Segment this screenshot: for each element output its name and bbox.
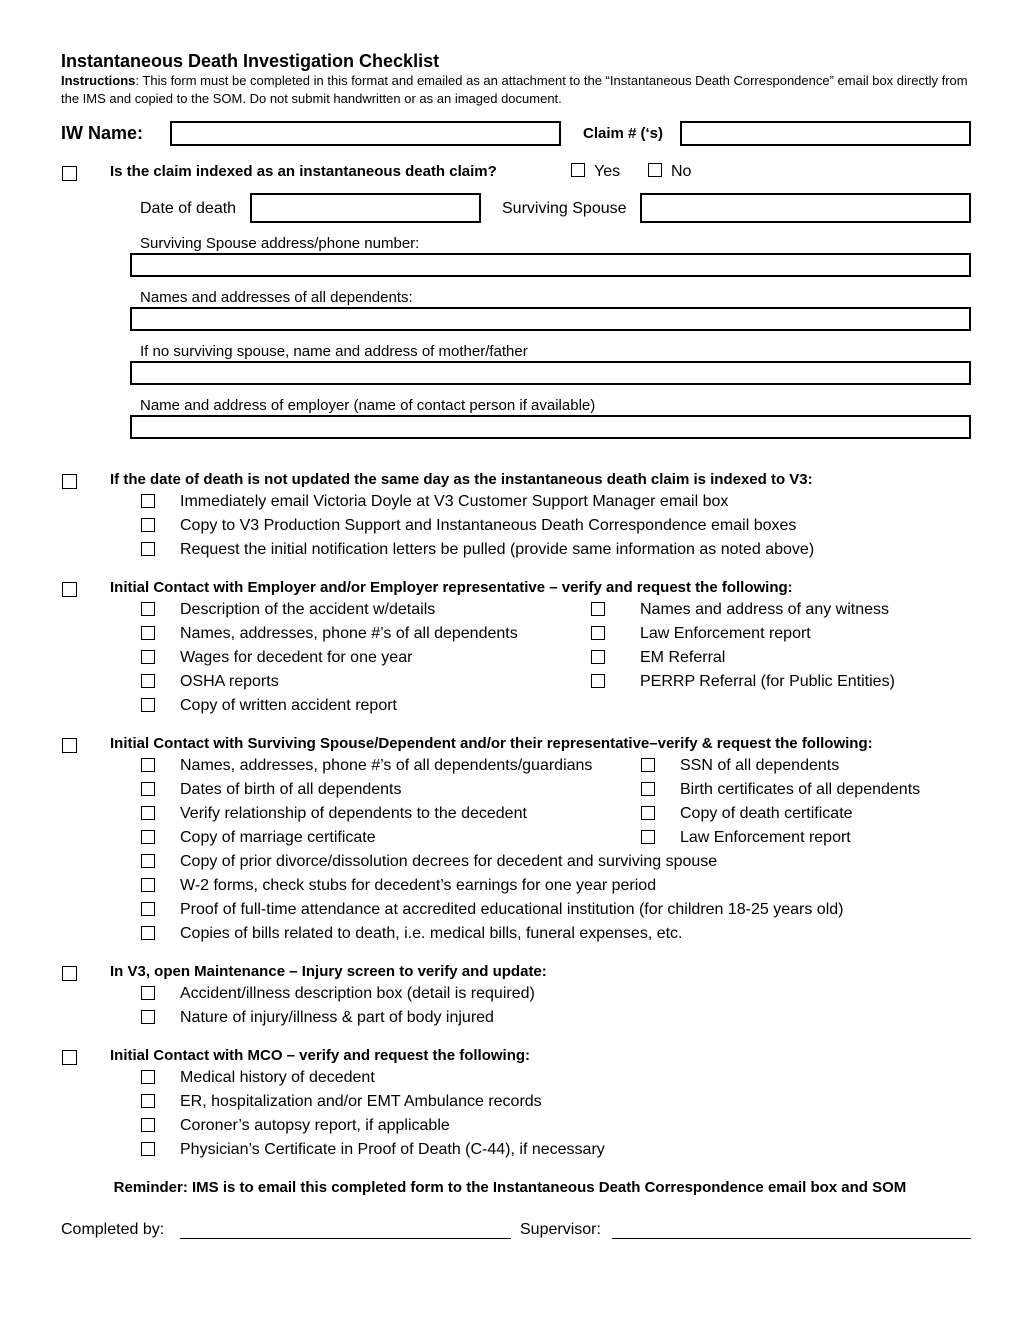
spouse-item-checkbox[interactable]	[641, 758, 655, 772]
employer-field[interactable]	[130, 415, 971, 439]
employer-item-checkbox[interactable]	[591, 674, 605, 688]
employer-contact-heading: Initial Contact with Employer and/or Employer representative – verify and request the following:	[110, 579, 793, 596]
employer-item: Names, addresses, phone #’s of all dependents	[180, 625, 518, 642]
employer-item-checkbox[interactable]	[591, 650, 605, 664]
dod-item-checkbox[interactable]	[141, 518, 155, 532]
spouse-address-field[interactable]	[130, 253, 971, 277]
mco-heading: Initial Contact with MCO – verify and request the following:	[110, 1047, 531, 1064]
spouse-item: SSN of all dependents	[680, 757, 840, 774]
mco-item-checkbox[interactable]	[141, 1118, 155, 1132]
surviving-spouse-label: Surviving Spouse	[502, 200, 627, 217]
mco-item: Physician’s Certificate in Proof of Death (C-44), if necessary	[180, 1141, 605, 1158]
spouse-item: Proof of full-time attendance at accredited educational institution (for children 18-25 years old)	[180, 901, 844, 918]
v3-item-checkbox[interactable]	[141, 986, 155, 1000]
completed-by-line[interactable]	[180, 1238, 511, 1239]
spouse-contact-checkbox[interactable]	[62, 738, 77, 753]
iw-name-field[interactable]	[170, 121, 561, 146]
completed-by-label: Completed by:	[61, 1221, 165, 1238]
yes-checkbox[interactable]	[571, 163, 585, 177]
spouse-item: Names, addresses, phone #’s of all dependents/guardians	[180, 757, 593, 774]
instructions	[61, 72, 981, 108]
mco-item: Medical history of decedent	[180, 1069, 375, 1086]
instructions-label: Instructions	[61, 73, 136, 88]
claim-field[interactable]	[680, 121, 971, 146]
date-of-death-label: Date of death	[140, 200, 237, 217]
v3-item-checkbox[interactable]	[141, 1010, 155, 1024]
claim-label: Claim # (‘s)	[583, 125, 664, 142]
employer-item: Description of the accident w/details	[180, 601, 436, 618]
supervisor-line[interactable]	[612, 1238, 971, 1239]
indexed-checkbox[interactable]	[62, 166, 77, 181]
dod-heading: If the date of death is not updated the same day as the instantaneous death claim is indexed to V3:	[110, 471, 813, 488]
spouse-item: Verify relationship of dependents to the decedent	[180, 805, 527, 822]
spouse-item: Copies of bills related to death, i.e. medical bills, funeral expenses, etc.	[180, 925, 683, 942]
spouse-item-checkbox[interactable]	[641, 806, 655, 820]
spouse-item: W-2 forms, check stubs for decedent’s earnings for one year period	[180, 877, 657, 894]
employer-item-checkbox[interactable]	[141, 650, 155, 664]
spouse-item-checkbox[interactable]	[141, 878, 155, 892]
dod-item-checkbox[interactable]	[141, 494, 155, 508]
employer-label: Name and address of employer (name of contact person if available)	[140, 397, 596, 414]
employer-item: Wages for decedent for one year	[180, 649, 413, 666]
spouse-item-checkbox[interactable]	[141, 926, 155, 940]
instructions-text: : This form must be completed in this format and emailed as an attachment to the “Instantaneous Death Correspondence” email box directly from the IMS and copied to the SOM. Do not submit handwritten or as an imaged document.	[61, 73, 968, 106]
employer-item-checkbox[interactable]	[591, 602, 605, 616]
v3-checkbox[interactable]	[62, 966, 77, 981]
mco-item-checkbox[interactable]	[141, 1070, 155, 1084]
employer-item: OSHA reports	[180, 673, 279, 690]
employer-item: Names and address of any witness	[640, 601, 890, 618]
spouse-item: Dates of birth of all dependents	[180, 781, 402, 798]
mco-checkbox[interactable]	[62, 1050, 77, 1065]
yes-label: Yes	[594, 163, 621, 180]
spouse-item: Copy of marriage certificate	[180, 829, 376, 846]
spouse-item-checkbox[interactable]	[141, 830, 155, 844]
employer-item-checkbox[interactable]	[591, 626, 605, 640]
reminder: Reminder: IMS is to email this completed form to the Instantaneous Death Correspondence email box and SOM	[113, 1179, 907, 1196]
spouse-item-checkbox[interactable]	[141, 758, 155, 772]
dependents-field[interactable]	[130, 307, 971, 331]
mco-item: Coroner’s autopsy report, if applicable	[180, 1117, 450, 1134]
dod-item-checkbox[interactable]	[141, 542, 155, 556]
surviving-spouse-field[interactable]	[640, 193, 971, 223]
supervisor-label: Supervisor:	[520, 1221, 601, 1238]
dod-checkbox[interactable]	[62, 474, 77, 489]
spouse-item-checkbox[interactable]	[141, 854, 155, 868]
spouse-item: Birth certificates of all dependents	[680, 781, 921, 798]
iw-name-label: IW Name:	[61, 123, 144, 143]
employer-item: EM Referral	[640, 649, 726, 666]
v3-item: Accident/illness description box (detail is required)	[180, 985, 535, 1002]
spouse-address-label: Surviving Spouse address/phone number:	[140, 235, 420, 252]
spouse-item: Copy of death certificate	[680, 805, 853, 822]
dod-item: Request the initial notification letters be pulled (provide same information as noted above)	[180, 541, 815, 558]
v3-item: Nature of injury/illness & part of body injured	[180, 1009, 494, 1026]
dependents-label: Names and addresses of all dependents:	[140, 289, 413, 306]
employer-item: Copy of written accident report	[180, 697, 397, 714]
employer-item: PERRP Referral (for Public Entities)	[640, 673, 895, 690]
spouse-item-checkbox[interactable]	[141, 806, 155, 820]
no-checkbox[interactable]	[648, 163, 662, 177]
no-label: No	[671, 163, 692, 180]
employer-item-checkbox[interactable]	[141, 674, 155, 688]
dod-item: Immediately email Victoria Doyle at V3 Customer Support Manager email box	[180, 493, 729, 510]
employer-item: Law Enforcement report	[640, 625, 811, 642]
spouse-item-checkbox[interactable]	[141, 902, 155, 916]
mco-item-checkbox[interactable]	[141, 1142, 155, 1156]
spouse-item-checkbox[interactable]	[641, 830, 655, 844]
date-of-death-field[interactable]	[250, 193, 481, 223]
mco-item: ER, hospitalization and/or EMT Ambulance records	[180, 1093, 542, 1110]
spouse-contact-heading: Initial Contact with Surviving Spouse/Dependent and/or their representative–verify & request the following:	[110, 735, 873, 752]
indexed-question: Is the claim indexed as an instantaneous death claim?	[110, 163, 497, 180]
spouse-item: Copy of prior divorce/dissolution decrees for decedent and surviving spouse	[180, 853, 718, 870]
v3-heading: In V3, open Maintenance – Injury screen to verify and update:	[110, 963, 547, 980]
employer-contact-checkbox[interactable]	[62, 582, 77, 597]
mco-item-checkbox[interactable]	[141, 1094, 155, 1108]
dod-item: Copy to V3 Production Support and Instantaneous Death Correspondence email boxes	[180, 517, 797, 534]
parent-field[interactable]	[130, 361, 971, 385]
spouse-item: Law Enforcement report	[680, 829, 851, 846]
spouse-item-checkbox[interactable]	[141, 782, 155, 796]
parent-label: If no surviving spouse, name and address of mother/father	[140, 343, 528, 360]
employer-item-checkbox[interactable]	[141, 602, 155, 616]
spouse-item-checkbox[interactable]	[641, 782, 655, 796]
page-title: Instantaneous Death Investigation Checklist	[61, 51, 440, 71]
employer-item-checkbox[interactable]	[141, 698, 155, 712]
employer-item-checkbox[interactable]	[141, 626, 155, 640]
